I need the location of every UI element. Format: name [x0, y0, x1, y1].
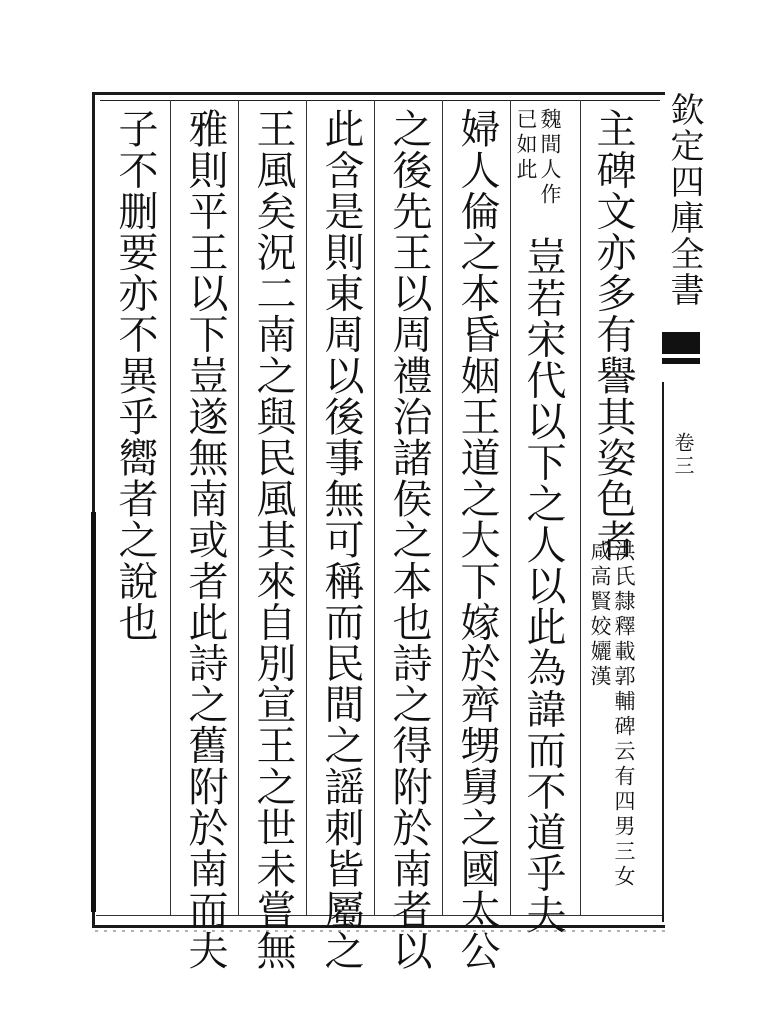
text-column-3: 婦人倫之本昏姻王道之大下嫁於齊甥舅之國太公 — [454, 108, 500, 972]
scan-artifact — [95, 930, 665, 932]
column-rule — [170, 100, 171, 915]
text-column-7: 雅則平王以下豈遂無南或者此詩之舊附於南而夫 — [182, 108, 228, 972]
frame-top-rule — [100, 100, 660, 101]
column-rule — [374, 100, 375, 915]
column-rule — [306, 100, 307, 915]
text-column-2: 豈若宋代以下之人以此為諱而不道乎夫 — [520, 236, 566, 935]
volume-label: 卷三 — [671, 432, 695, 478]
column-rule — [238, 100, 239, 915]
gutter-rule — [662, 382, 664, 922]
fishtail-mark — [662, 332, 700, 354]
annotation-column-2: 魏間人作已如此 — [514, 108, 562, 208]
gutter — [662, 92, 702, 922]
annotation-column-1: 洪氏隸釋載郭輔碑云有四男三女咸高賢姣孋漢 — [588, 540, 636, 890]
column-rule — [580, 100, 581, 915]
column-rule — [442, 100, 443, 915]
text-column-8: 子不删要亦不異乎嚮者之說也 — [112, 108, 158, 643]
text-column-6: 王風矣況二南之與民風其來自別宣王之世未嘗無 — [250, 108, 296, 972]
text-column-5: 此含是則東周以後事無可稱而民間之謡刺皆屬之 — [318, 108, 364, 972]
book-title: 欽定四庫全書 — [664, 92, 704, 308]
text-column-1: 主碑文亦多有譽其姿色者 — [590, 108, 636, 561]
binding-edge-bar — [91, 512, 96, 912]
column-rule — [510, 100, 511, 915]
fishtail-mark-lower — [662, 358, 700, 364]
text-column-4: 之後先王以周禮治諸侯之本也詩之得附於南者以 — [386, 108, 432, 972]
frame-bottom-rule — [96, 915, 662, 916]
